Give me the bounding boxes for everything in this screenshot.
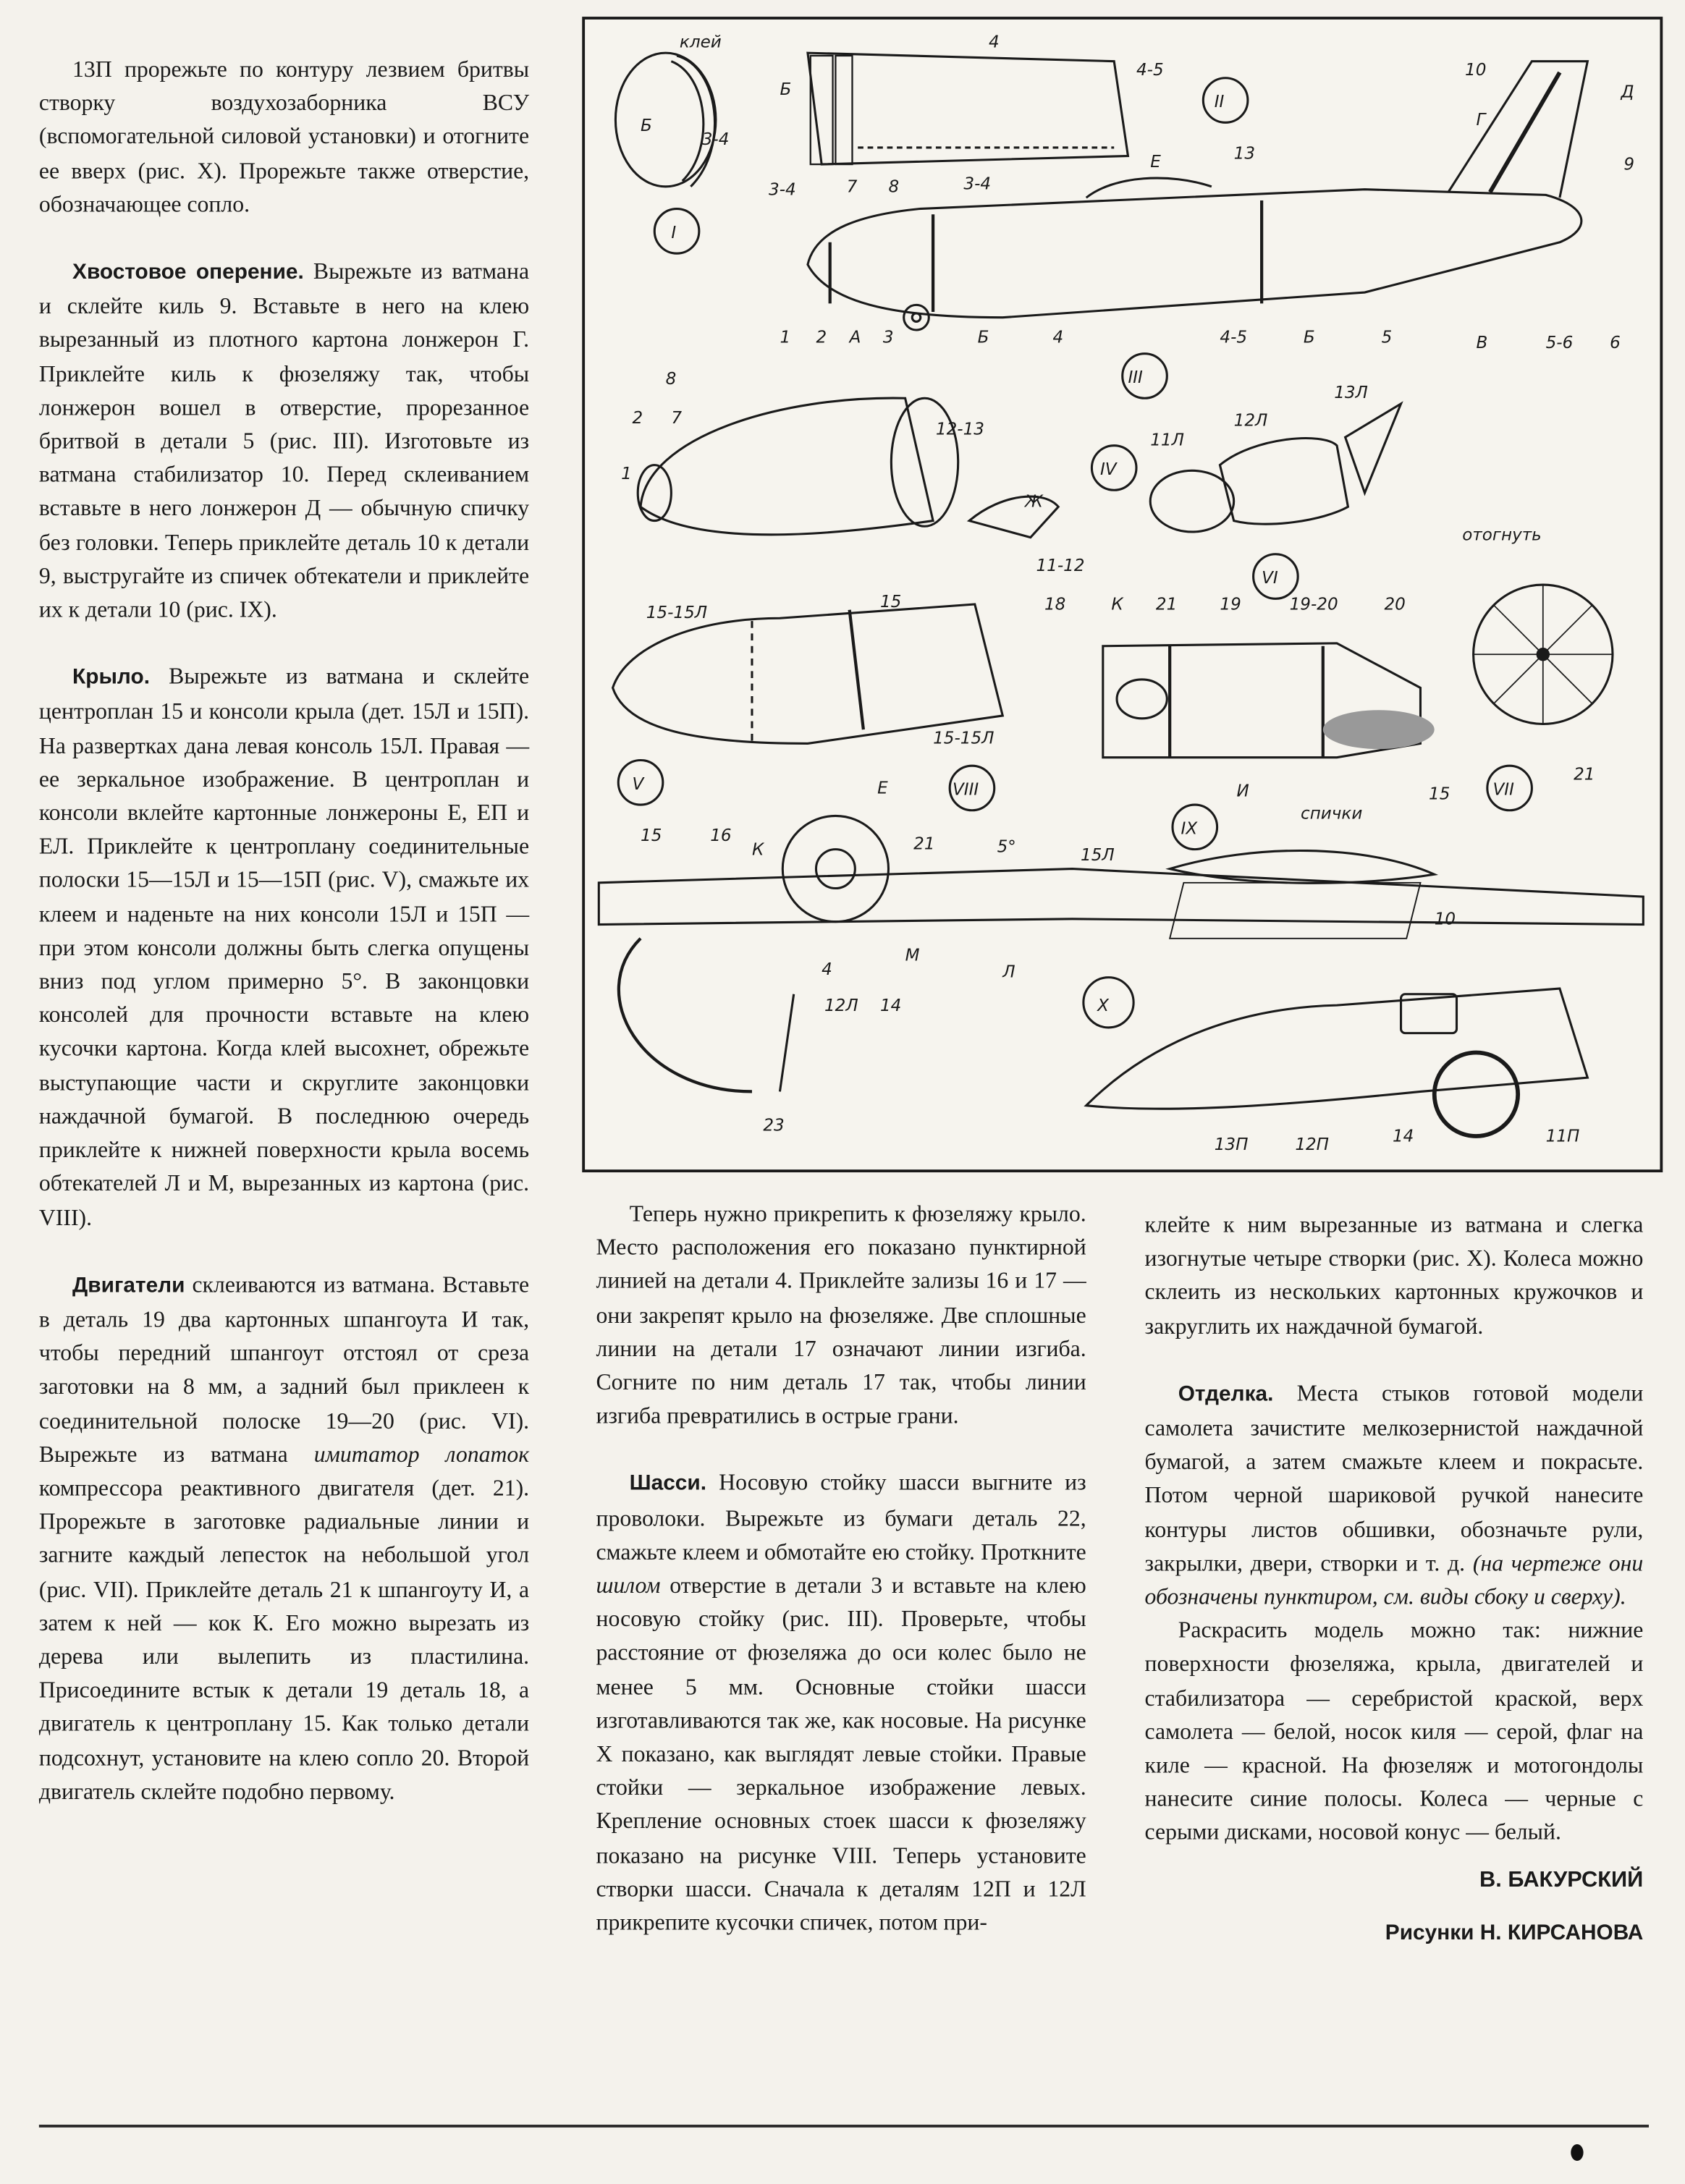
label-9: 9 [1623, 155, 1635, 174]
engine-heading: Двигатели [72, 1273, 185, 1298]
label-8-b: 8 [665, 370, 677, 389]
gear-text-a: Носовую стойку шасси выгните из проволоки. Вырежьте из бумаги деталь 22, смажьте клеем и обмотайте ею стойку. Проткните [596, 1469, 1086, 1565]
tail-section [39, 255, 529, 627]
label-1-b: 1 [621, 464, 632, 483]
view-6-engine [1044, 554, 1450, 804]
label-8-a: 8 [888, 177, 900, 197]
label-m: М [905, 946, 920, 965]
roman-V: V [632, 774, 644, 794]
label-b-1: Б [641, 116, 652, 135]
label-4-top: 4 [989, 33, 1000, 52]
view-8-wing-assembly [599, 766, 1643, 1135]
roman-I: I [671, 224, 677, 243]
label-k-2: К [751, 840, 764, 860]
gear-section [596, 1467, 1086, 1940]
label-11-12: 11-12 [1036, 556, 1085, 575]
label-16: 16 [710, 826, 732, 846]
page-mark [1571, 2144, 1583, 2161]
attach-paragraph: Теперь нужно прикрепить к фюзеляжу крыло. Место расположения его показано пунктирной линией на детали 4. Приклейте зализы 16 и 17 — они закрепят крыло на фюзеляже. Две сплошные линии на детали 17 означают линии изгиба. Согните по ним деталь 17 так, чтобы линии изгиба превратились в острые грани. [596, 1200, 1086, 1429]
finish-section [1145, 1376, 1644, 1614]
label-3-4-a: 3-4 [701, 130, 730, 150]
paint-paragraph: Раскрасить модель можно так: нижние поверхности фюзеляжа, крыла, двигателей и стабилизатора — серебристой краской, верх самолета — белой, носок киля — серой, флаг на киле — красной. На фюзеляж и мотогондолы нанесите синие полосы. Колеса — черные с серыми дисками, носовой конус — белый. [1144, 1617, 1644, 1846]
label-a: А [849, 328, 861, 347]
gear-text-b: отверстие в детали 3 и вставьте на клею носовую стойку (рис. III). Проверьте, чтобы расстояние от фюзеляжа до оси колес было не менее 5 мм. Основные стойки шасси изготавливаются так же, как носовые. На рисунке X показано, как выглядят левые стойки. Правые стойки — зеркальное изображение левых. Крепление основных стоек шасси к фюзеляжу показано на рисунке VIII. Теперь установите створки шасси. Сначала к деталям 12П и 12Л прикрепите кусочки спичек, потом при- [596, 1572, 1086, 1936]
engine-section [39, 1268, 529, 1808]
intro-paragraph: 13П прорежьте по контуру лезвием бритвы створку воздухозаборника ВСУ (вспомогательной силовой установки) и отогните ее вверх (рис. X). Прорежьте также отверстие, обозначающее сопло. [38, 55, 530, 217]
nose-detail [621, 370, 1084, 575]
wing-heading: Крыло. [72, 666, 151, 690]
label-10-a: 10 [1465, 60, 1487, 80]
assembly-drawing-svg [585, 20, 1660, 1169]
label-5-6: 5-6 [1545, 334, 1574, 353]
wing-section [39, 660, 529, 1235]
view-10-nose-gear [1084, 978, 1587, 1155]
label-4-a: 4 [1052, 328, 1064, 347]
label-e-2: Е [877, 779, 888, 798]
label-21-b: 21 [1574, 765, 1595, 784]
label-10-b: 10 [1434, 910, 1456, 929]
label-4-5-b: 4-5 [1220, 328, 1248, 347]
view-9-stabilizer [1170, 804, 1456, 938]
label-3-4-b: 3-4 [769, 180, 796, 200]
engine-text-a: склеиваются из ватмана. Вставьте в деталь 19 два картонных шпангоута И так, чтобы передний шпангоут отстоял от среза заготовки на 8 мм, а задний был приклеен к соединительной полоске 19—20 (рис. VI). Вырежьте из ватмана [38, 1271, 530, 1468]
label-3-4-c: 3-4 [963, 174, 992, 194]
label-glue: клей [679, 33, 722, 52]
text-column-middle [596, 1198, 1086, 1940]
label-15-a: 15 [879, 592, 902, 611]
label-v: В [1476, 334, 1488, 353]
view-2-fuselage-panel [769, 33, 1248, 199]
label-18: 18 [1044, 595, 1066, 614]
illustrator-credit: Рисунки Н. КИРСАНОВА [1385, 1921, 1644, 1945]
label-l: Л [1002, 962, 1015, 982]
roman-VII: VII [1492, 780, 1514, 800]
continuation-paragraph: клейте к ним вырезанные из ватмана и слегка изогнутые четыре створки (рис. X). Колеса можно склеить из нескольких картонных кружочков и закруглить их наждачной бумагой. [1144, 1211, 1644, 1339]
roman-VIII: VIII [953, 780, 979, 800]
label-d: Д [1621, 82, 1634, 102]
finish-text-a: Места стыков готовой модели самолета зачистите мелкозернистой наждачной бумагой, а затем смажьте клеем и покрасьте. Потом черной шариковой ручкой нанесите контуры листов обшивки, обозначьте рули, закрылки, двери, створки и т. д. [1144, 1379, 1644, 1576]
engine-text-b: компрессора реактивного двигателя (дет. 21). Прорежьте в заготовке радиальные линии и загните каждый лепесток на небольшой угол (рис. VII). Приклейте деталь 21 к шпангоуту И, а затем к ней — кок К. Его можно вырезать из дерева или вылепить из пластилина. Присоедините встык к детали 19 деталь 18, а двигатель к центроплану 15. Как только детали подсохнут, установите на клею сопло 20. Второй двигатель склейте подобно первому. [38, 1474, 530, 1805]
label-g: Г [1476, 111, 1486, 130]
label-11l: 11Л [1150, 431, 1184, 450]
label-12l-b: 12Л [824, 996, 858, 1015]
label-12-13: 12-13 [935, 420, 984, 439]
label-i: И [1236, 782, 1249, 801]
view-7-compressor [1462, 526, 1613, 810]
label-zh: Ж [1025, 492, 1043, 512]
roman-II: II [1214, 93, 1225, 112]
label-matches: спички [1301, 804, 1363, 824]
wing-text: Вырежьте из ватмана и склейте центроплан 15 и консоли крыла (дет. 15Л и 15П). На развертках дана левая консоль 15Л. Правая — ее зеркальное изображение. В центроплан и консоли вклейте картонные лонжероны Е, ЕП и ЕЛ. Приклейте к центроплану соединительные полоски 15—15Л и 15—15П (рис. V), смажьте их клеем и наденьте на них консоли 15Л и 15П — при этом консоли должны быть слегка опущены вниз под углом примерно 5°. В законцовки консолей для прочности вставьте на клею кусочки картона. Когда клей высохнет, обрежьте выступающие части и скруглите законцовки наждачной бумагой. В последнюю очередь приклейте к нижней поверхности крыла восемь обтекателей Л и М, вырезанных из картона (рис. VIII). [38, 663, 530, 1230]
assembly-drawing [582, 17, 1663, 1172]
label-k-1: К [1111, 595, 1123, 614]
gear-emphasis: шилом [596, 1572, 661, 1599]
roman-III: III [1128, 368, 1143, 388]
label-b-4: Б [1303, 328, 1315, 347]
label-20: 20 [1384, 595, 1406, 614]
label-13l: 13Л [1334, 384, 1368, 403]
roman-IX: IX [1181, 819, 1198, 839]
view-4-nose-parts [1091, 384, 1401, 532]
label-4-b: 4 [822, 960, 832, 979]
label-bend-out: отогнуть [1462, 525, 1542, 545]
label-11p: 11П [1545, 1127, 1580, 1146]
label-13p: 13П [1214, 1135, 1249, 1155]
label-b-3: Б [977, 328, 989, 347]
label-19: 19 [1220, 595, 1241, 614]
label-21-a: 21 [1155, 595, 1178, 614]
view-1-glue-ring [615, 33, 729, 253]
label-15-15l-a: 15-15Л [646, 604, 708, 623]
label-14-a: 14 [879, 996, 902, 1015]
label-7-b: 7 [671, 408, 683, 428]
label-21-c: 21 [913, 834, 935, 854]
label-19-20: 19-20 [1289, 595, 1338, 614]
view-5-center-section [613, 593, 1003, 805]
label-b-2: Б [780, 80, 792, 99]
roman-X: X [1097, 996, 1109, 1015]
label-5deg: 5° [997, 837, 1016, 857]
label-12l-a: 12Л [1233, 411, 1268, 431]
engine-emphasis: имитатор лопаток [313, 1440, 530, 1468]
label-1-a: 1 [780, 328, 791, 347]
text-column-left [39, 53, 529, 1808]
text-column-right [1145, 1209, 1644, 1951]
finish-heading: Отделка. [1178, 1382, 1274, 1406]
author-signature: В. БАКУРСКИЙ [1479, 1868, 1644, 1892]
label-3-a: 3 [882, 328, 894, 347]
label-15l: 15Л [1081, 846, 1115, 865]
label-15-c: 15 [641, 826, 662, 846]
tail-text: Вырежьте из ватмана и склейте киль 9. Вставьте в него на клею вырезанный из плотного картона лонжерон Г. Приклейте киль к фюзеляжу так, чтобы лонжерон вошел в отверстие, прорезанное бритвой в детали 5 (рис. III). Изготовьте из ватмана стабилизатор 10. Перед склеиванием вставьте в него лонжерон Д — обычную спичку без головки. Теперь приклейте деталь 10 к детали 9, выстругайте из спичек обтекатели и приклейте их к детали 10 (рис. IX). [38, 257, 530, 623]
label-6: 6 [1610, 334, 1621, 353]
bottom-rule [39, 2125, 1649, 2128]
tail-heading: Хвостовое оперение. [72, 260, 304, 284]
label-14-b: 14 [1393, 1127, 1414, 1146]
label-4-5-a: 4-5 [1136, 60, 1164, 80]
roman-VI: VI [1262, 569, 1278, 588]
label-2-a: 2 [816, 328, 827, 347]
label-15-b: 15 [1429, 784, 1450, 804]
gear-heading: Шасси. [629, 1472, 707, 1497]
label-13: 13 [1233, 144, 1256, 164]
finish-emphasis: (на чертеже они обозначены пунктиром, см. виды сбоку и сверху). [1144, 1549, 1644, 1610]
label-12p: 12П [1295, 1135, 1330, 1155]
label-e-1: Е [1150, 152, 1161, 172]
label-7-a: 7 [846, 177, 858, 197]
label-23: 23 [763, 1116, 785, 1135]
label-15-15l-b: 15-15Л [933, 729, 994, 748]
roman-IV: IV [1099, 460, 1117, 480]
label-2-b: 2 [632, 408, 643, 428]
label-5-a: 5 [1381, 328, 1393, 347]
